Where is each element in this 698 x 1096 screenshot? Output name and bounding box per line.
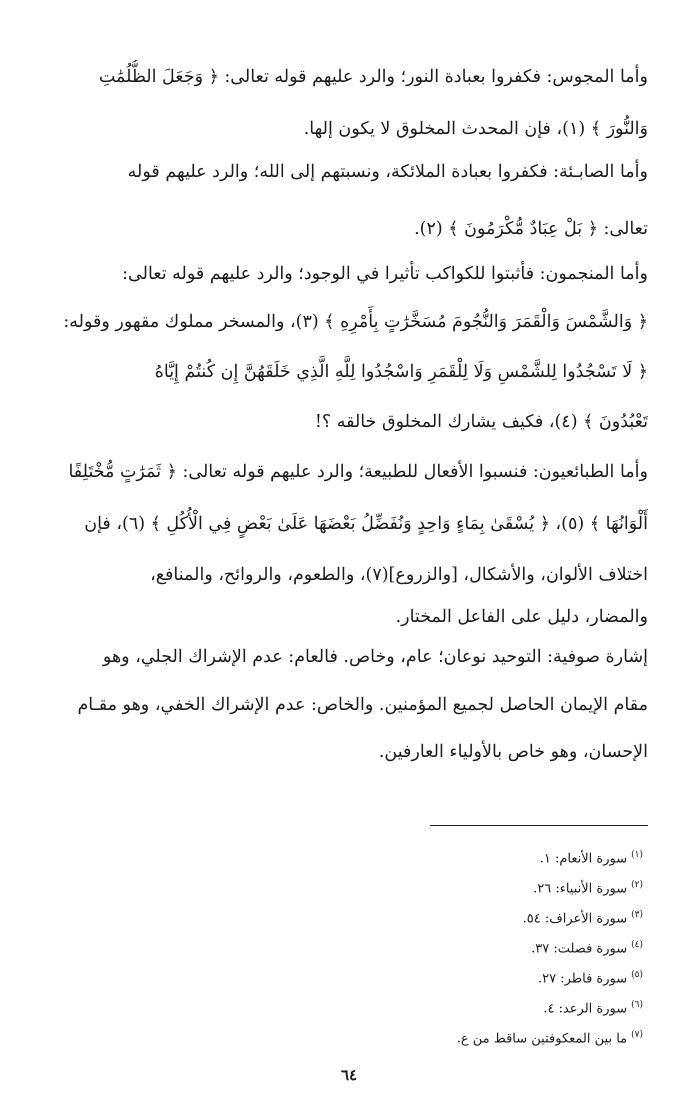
footnote-number: (٣) [631,910,643,920]
footnote-text: سورة الأنعام: ١. [539,851,628,867]
footnote-number: (٦) [631,1000,643,1010]
footnote-text: سورة فصلت: ٣٧. [531,941,628,957]
body-line: مقام الإيمان الحاصل لجميع المؤمنين. والخاص: عدم الإشراك الخفي، وهو مقـام [77,695,648,715]
footnote-text: سورة فاطر: ٢٧. [537,971,628,987]
body-line: تَعْبُدُونَ ﴾ (٤)، فكيف يشارك المخلوق خالقه ؟! [314,412,648,432]
footnote-number: (٢) [631,880,643,890]
body-line: إشارة صوفية: التوحيد نوعان؛ عام، وخاص. فالعام: عدم الإشراك الجلي، وهو [102,647,648,667]
footnote-divider [430,825,648,826]
footnote-number: (٤) [631,940,643,950]
body-line: وأما المنجمون: فأثبتوا للكواكب تأثيرا في الوجود؛ والرد عليهم قوله تعالى: [122,264,648,284]
footnote-number: (٥) [631,970,643,980]
footnote-text: سورة الأعراف: ٥٤. [522,911,628,927]
body-line: والمضار، دليل على الفاعل المختار. [395,607,648,627]
body-line: أَلْوَانُهَا ﴾ (٥)، ﴿ يُسْقَىٰ بِمَاءٍ وَاحِدٍ وَنُفَضِّلُ بَعْضَهَا عَلَىٰ بَعْضٍ فِي الْأُكُلِ ﴾ (٦)، فإن [84,514,648,534]
body-line: وَالنُّورَ ﴾ (١)، فإن المحدث المخلوق لا يكون إلها. [303,119,648,139]
body-line: اختلاف الألوان، والأشكال، [والزروع](٧)، والطعوم، والروائح، والمنافع، [150,565,648,585]
body-line: وأما الصابـئة: فكفروا بعبادة الملائكة، ونسبتهم إلى الله؛ والرد عليهم قوله [127,162,648,182]
body-line: تعالى: ﴿ بَلْ عِبَادٌ مُّكْرَمُونَ ﴾ (٢). [414,219,648,239]
footnote [538,965,643,989]
body-line: الإحسان، وهو خاص بالأولياء العارفين. [378,742,648,762]
footnote [540,845,643,869]
footnote [533,875,643,899]
body-line: ﴿ وَالشَّمْسَ وَالْقَمَرَ وَالنُّجُومَ مُسَخَّرَٰتٍ بِأَمْرِهِ ﴾ (٣)، والمسخر مملوك مقهور وقوله: [63,312,648,332]
footnote-number: (٧) [631,1030,643,1040]
page-number: ٦٤ [340,1066,358,1084]
footnote [543,995,643,1019]
footnote-text: ما بين المعكوفتين ساقط من ع. [456,1031,628,1047]
footnote-number: (١) [631,850,643,860]
footnote [523,905,643,929]
footnote [457,1025,643,1049]
body-line: وأما المجوس: فكفروا بعبادة النور؛ والرد عليهم قوله تعالى: ﴿ وَجَعَلَ الظُّلُمَٰتِ [98,67,648,87]
footnote-text: سورة الرعد: ٤. [543,1001,628,1017]
body-line: وأما الطبائعيون: فنسبوا الأفعال للطبيعة؛ والرد عليهم قوله تعالى: ﴿ ثَمَرَٰتٍ مُّخْتَلِفًا [68,462,648,482]
body-line: ﴿ لَا تَسْجُدُوا لِلشَّمْسِ وَلَا لِلْقَمَرِ وَاسْجُدُوا لِلَّهِ الَّذِي خَلَقَهُنَّ إِن كُنتُمْ إِيَّاهُ [154,362,648,382]
footnote-text: سورة الأنبياء: ٢٦. [533,881,628,897]
footnote [531,935,643,959]
